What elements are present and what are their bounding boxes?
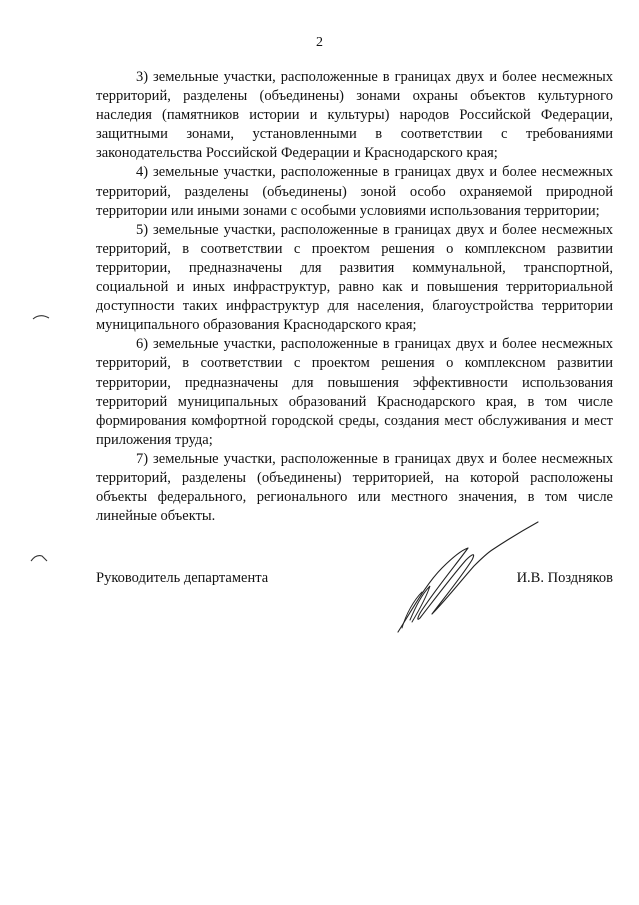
paragraph-item-3: 3) земельные участки, расположенные в границах двух и более несмежных территорий, разделены (объединены) зонами охраны объектов культурного наследия (памятников истории и культуры) народов Российской Федерации, защитными зонами, установленными в соответствии с требованиями законодательства Российской Федерации и Краснодарского края; bbox=[96, 69, 613, 162]
document-body bbox=[96, 68, 613, 526]
handwritten-signature bbox=[392, 518, 542, 638]
paragraph-item-6: 6) земельные участки, расположенные в границах двух и более несмежных территорий, в соответствии с проектом решения о комплексном развитии территории, предназначены для повышения эффективности использования территорий муниципальных образований Краснодарского края, в том числе формирования комфортной городской среды, создания мест обслуживания и мест приложения труда; bbox=[96, 336, 613, 448]
paragraph-item-5: 5) земельные участки, расположенные в границах двух и более несмежных территорий, в соответствии с проектом решения о комплексном развитии территории, предназначены для развития коммунальной, транспортной, социальной и иных инфраструктур, равно как и повышения территориальной доступности таких инфраструктур для населения, благоустройства территории муниципального образования Краснодарского края; bbox=[96, 221, 613, 334]
page-number: 2 bbox=[316, 35, 323, 50]
signatory-name: И.В. Поздняков bbox=[516, 570, 613, 586]
paragraph-item-4: 4) земельные участки, расположенные в границах двух и более несмежных территорий, разделены (объединены) зоной особо охраняемой природной территории или иными зонами с особыми условиями использования территории; bbox=[96, 164, 613, 219]
margin-mark bbox=[30, 553, 48, 563]
signatory-title: Руководитель департамента bbox=[96, 570, 269, 586]
margin-mark bbox=[32, 312, 50, 322]
paragraph-item-7: 7) земельные участки, расположенные в границах двух и более несмежных территорий, разделены (объединены) территорией, на которой расположены объекты федерального, регионального или местного значения, в том числе линейные объекты. bbox=[96, 450, 613, 525]
